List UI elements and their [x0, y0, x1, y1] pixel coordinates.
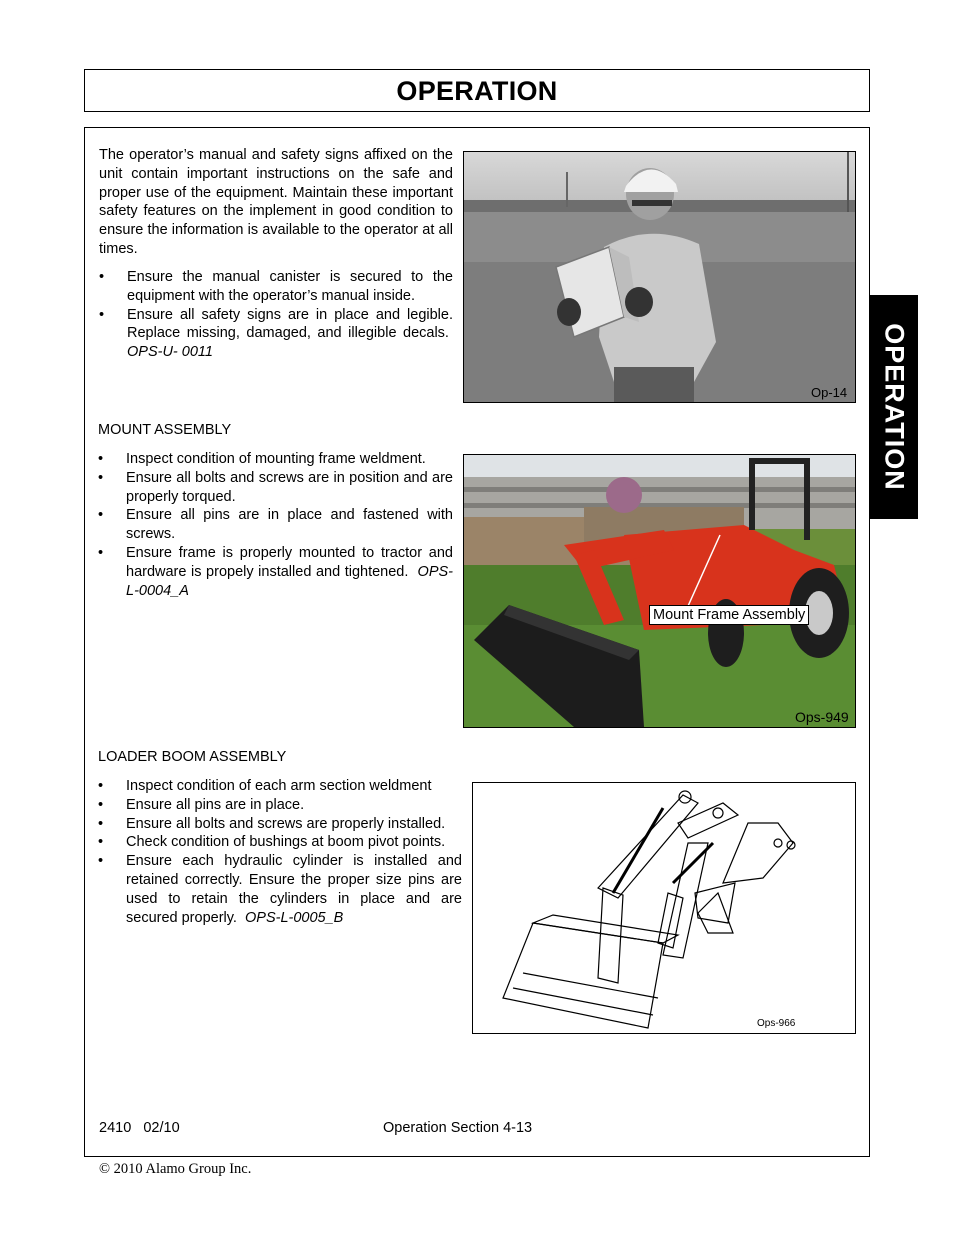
- mount-frame-callout: Mount Frame Assembly: [649, 605, 809, 625]
- image-caption: Op-14: [811, 385, 848, 400]
- page-title: OPERATION: [396, 76, 558, 106]
- list-item: • Inspect condition of mounting frame weldment.: [98, 450, 453, 469]
- safety-bullet-list: [99, 268, 453, 362]
- boom-line-art: [473, 783, 855, 1033]
- photo-illustration: [464, 455, 855, 727]
- image-caption: Ops-949: [795, 709, 849, 725]
- loader-boom-bullet-list: [98, 777, 462, 927]
- reference-code: OPS-L-0005_B: [245, 909, 344, 926]
- photo-illustration: [464, 152, 855, 402]
- list-item: • Inspect condition of each arm section weldment: [98, 777, 462, 796]
- loader-boom-drawing: [472, 782, 856, 1034]
- intro-paragraph: The operator’s manual and safety signs affixed on the unit contain important instructions on the safe and proper use of the equipment. Maintain these important safety features on the implement in good condition to ensure the information is available to the operator at all times.: [99, 147, 453, 257]
- operator-reading-manual-photo: [463, 151, 856, 403]
- list-item: • Ensure the manual canister is secured to the equipment with the operator’s manual inside.: [99, 268, 453, 306]
- list-item: • Ensure each hydraulic cylinder is installed and retained correctly. Ensure the proper size pins are used to retain the cylinders in place and are secured properly. OPS-L-0005_B: [98, 852, 462, 927]
- reference-code: OPS-U- 0011: [127, 344, 213, 361]
- section-heading: LOADER BOOM ASSEMBLY: [98, 749, 287, 765]
- side-tab: [869, 295, 918, 519]
- side-tab-label: OPERATION: [879, 323, 909, 491]
- list-item: • Ensure frame is properly mounted to tractor and hardware is propely installed and tightened. OPS-L-0004_A: [98, 544, 453, 600]
- list-item: • Ensure all pins are in place.: [98, 796, 462, 815]
- list-item: • Ensure all bolts and screws are properly installed.: [98, 815, 462, 834]
- list-item: • Ensure all bolts and screws are in position and are properly torqued.: [98, 469, 453, 507]
- image-caption: Ops-966: [757, 1018, 796, 1029]
- list-item: • Ensure all pins are in place and fastened with screws.: [98, 506, 453, 544]
- footer-section: Operation Section 4-13: [383, 1120, 533, 1136]
- mount-bullet-list: [98, 450, 453, 600]
- footer-model-date: 2410 02/10: [99, 1120, 180, 1136]
- copyright: © 2010 Alamo Group Inc.: [99, 1161, 252, 1177]
- header-box: [84, 69, 870, 112]
- tractor-loader-photo: [463, 454, 856, 728]
- reference-code: OPS-L-0004_A: [126, 563, 453, 599]
- list-item: • Ensure all safety signs are in place and legible. Replace missing, damaged, and illegible decals. OPS-U- 0011: [99, 306, 453, 362]
- section-heading: MOUNT ASSEMBLY: [98, 422, 232, 438]
- list-item: • Check condition of bushings at boom pivot points.: [98, 833, 462, 852]
